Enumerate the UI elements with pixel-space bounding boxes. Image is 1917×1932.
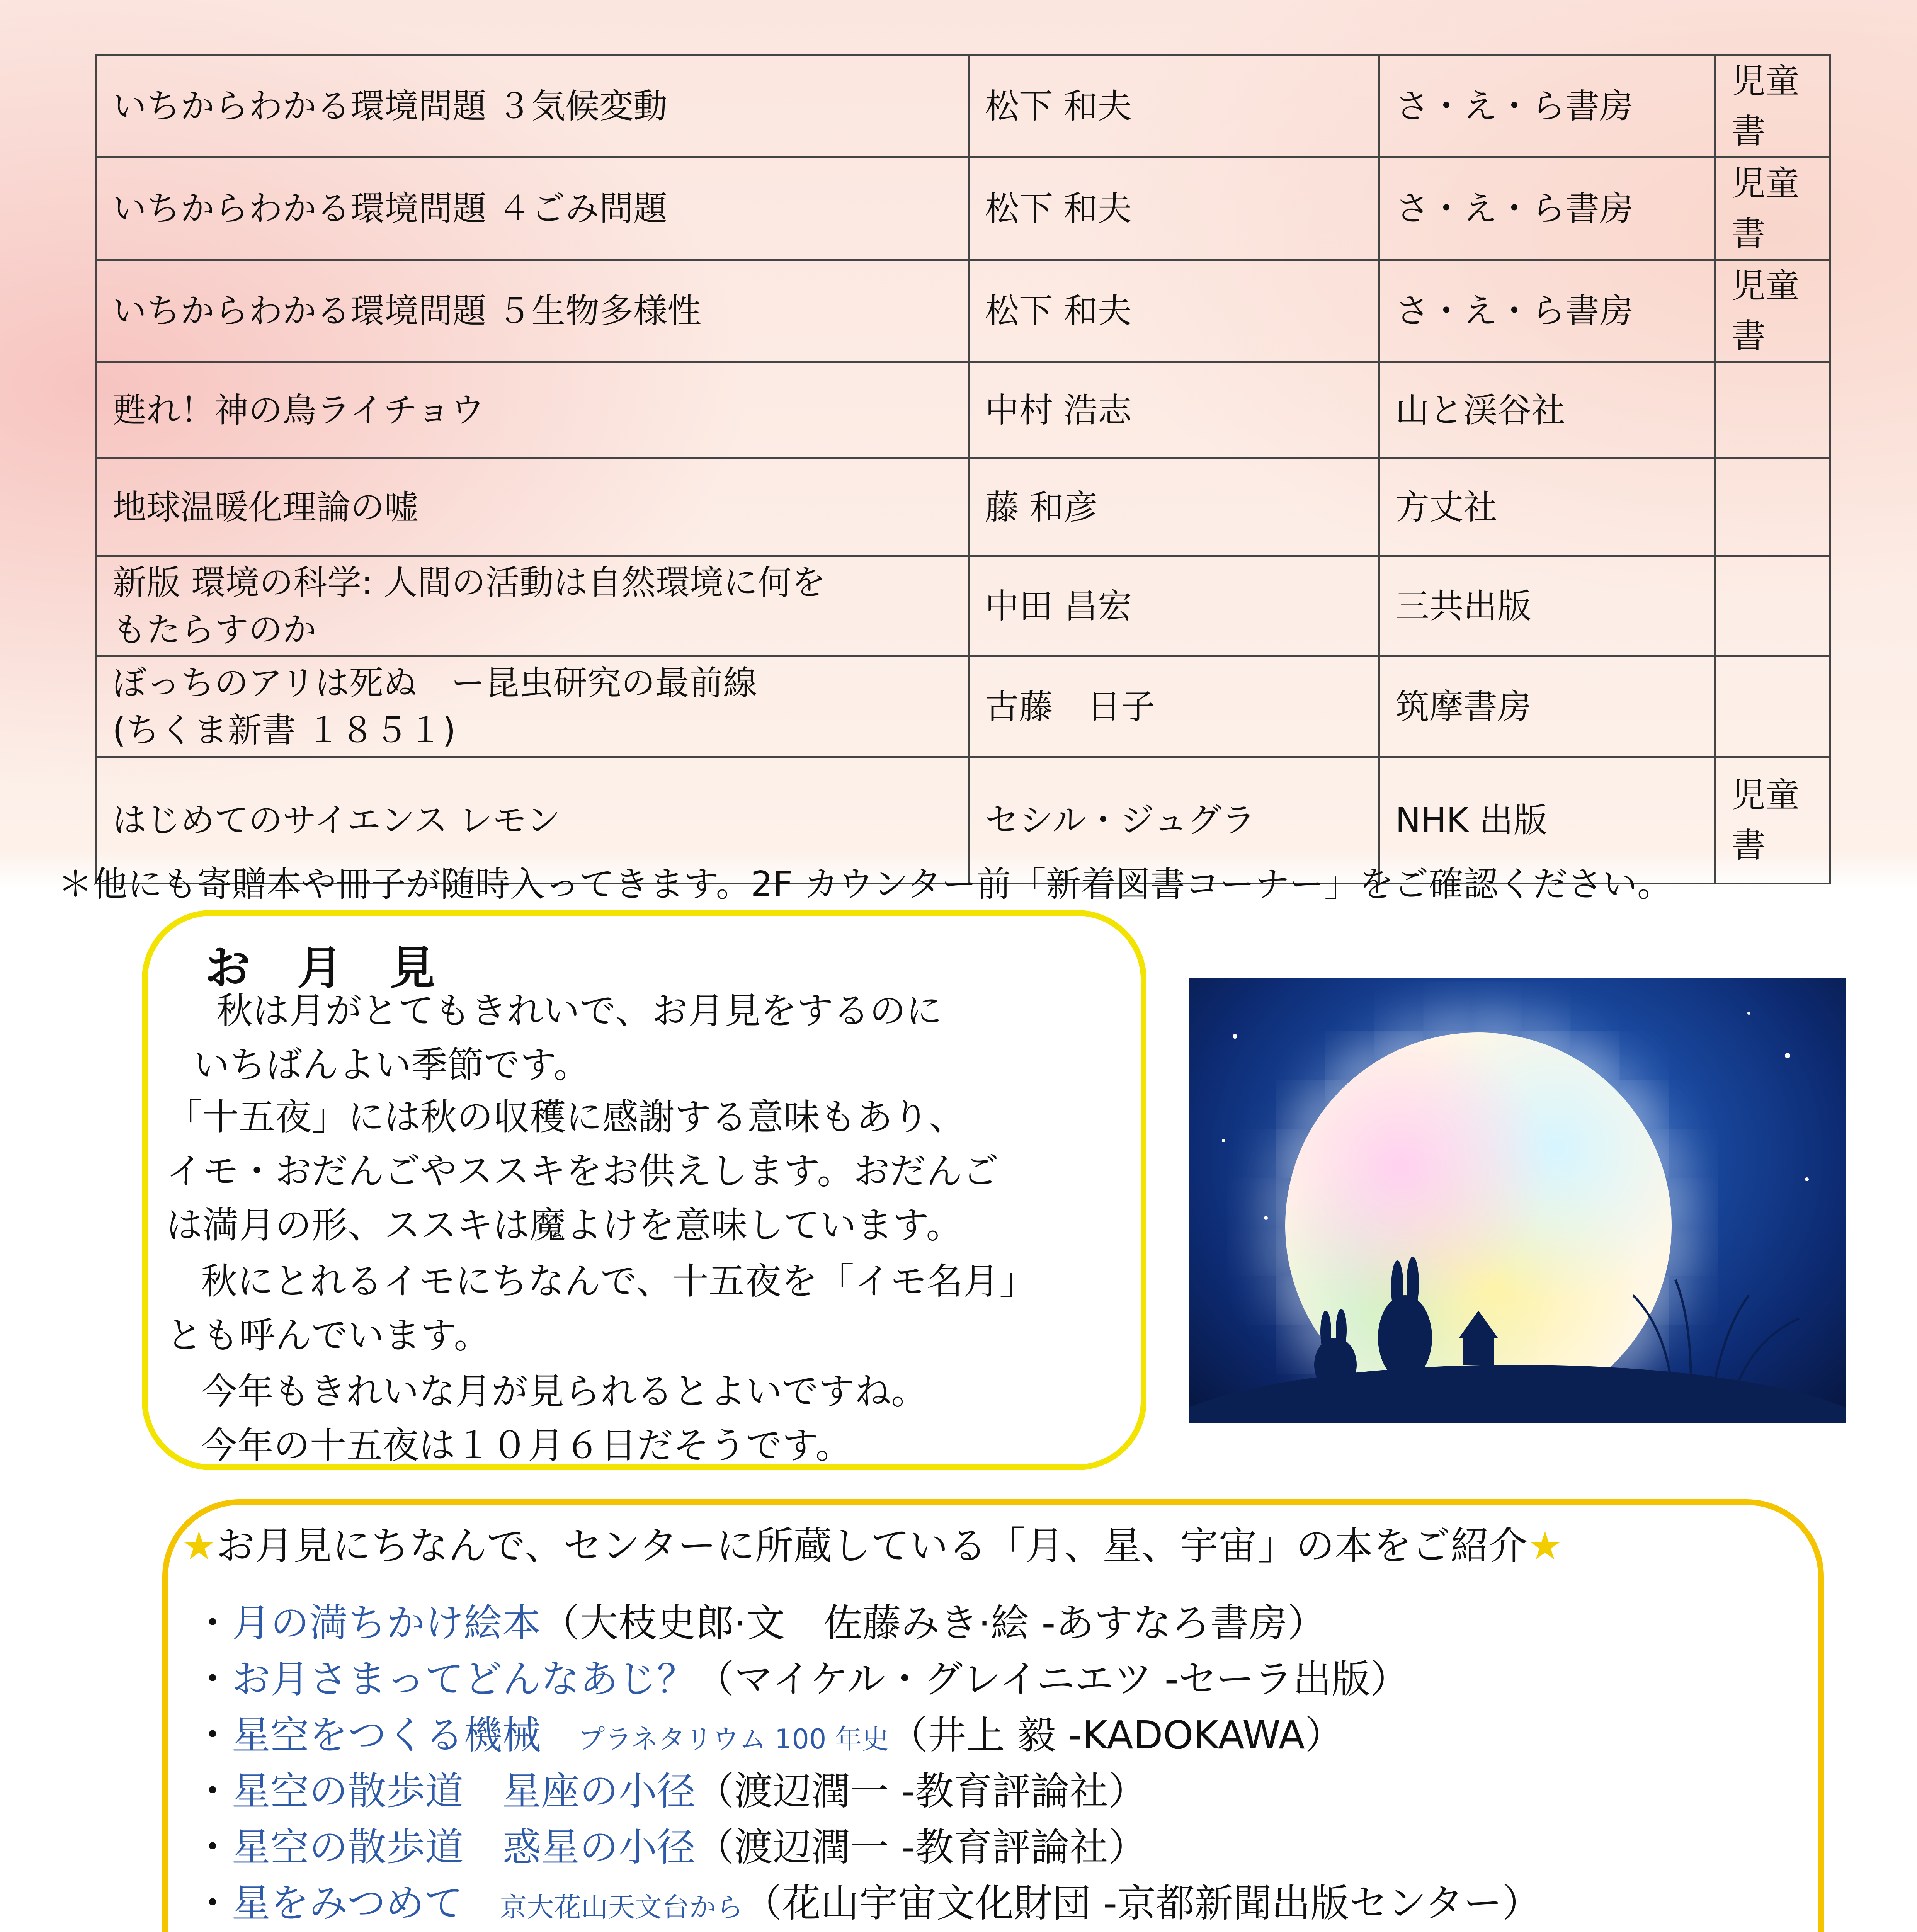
book-author: 中田 昌宏	[969, 556, 1379, 656]
book-title-line: (ちくま新書 １８５１)	[112, 710, 456, 750]
table-row	[96, 158, 1830, 260]
book-title: 星空の散歩道 星座の小径	[232, 1769, 696, 1814]
table-row	[96, 362, 1830, 458]
book-publisher: 三共出版	[1379, 556, 1715, 656]
book-credits: （渡辺潤一 -教育評論社）	[696, 1825, 1147, 1870]
bullet: ・	[193, 1825, 232, 1870]
book-category	[1715, 656, 1830, 757]
book-title: 星空の散歩道 惑星の小径	[232, 1825, 696, 1870]
book-publisher: 筑摩書房	[1379, 656, 1715, 757]
book-category	[1715, 458, 1830, 556]
book-category: 児童書	[1715, 757, 1830, 884]
book-credits: （渡辺潤一 -教育評論社）	[696, 1769, 1147, 1814]
tsukimi-text-line: は満月の形、ススキは魔よけを意味しています。	[166, 1204, 963, 1247]
book-title-line: 新版 環境の科学: 人間の活動は自然環境に何を	[112, 563, 826, 602]
book-subtitle: 京大花山天文台から	[500, 1891, 743, 1923]
tsukimi-title: お 月 見	[205, 941, 451, 995]
book-subtitle: プラネタリウム 100 年史	[578, 1723, 889, 1755]
book-credits: （花山宇宙文化財団 -京都新聞出版センター）	[743, 1881, 1541, 1926]
book-author: 松下 和夫	[969, 55, 1379, 158]
list-item	[193, 1760, 1147, 1816]
tsukimi-text-line: 今年の十五夜は１０月６日だそうです。	[201, 1425, 852, 1467]
full-moon-illustration	[1189, 978, 1846, 1423]
star-icon: ★	[1527, 1523, 1563, 1568]
list-item	[193, 1592, 1326, 1648]
book-publisher: 山と渓谷社	[1379, 362, 1715, 458]
tsukimi-text-line: とも呼んでいます。	[166, 1315, 490, 1357]
new-books-table	[95, 54, 1831, 884]
book-title	[96, 656, 969, 757]
book-author: 中村 浩志	[969, 362, 1379, 458]
list-item	[193, 1928, 1374, 1932]
book-category	[1715, 556, 1830, 656]
book-author: 古藤 日子	[969, 656, 1379, 757]
list-item	[193, 1816, 1147, 1872]
table-row	[96, 260, 1830, 362]
book-category: 児童書	[1715, 260, 1830, 362]
book-credits: （大枝史郎·文 佐藤みき·絵 -あすなろ書房）	[541, 1600, 1326, 1646]
book-credits: （井上 毅 -KADOKAWA）	[889, 1713, 1344, 1758]
book-publisher: NHK 出版	[1379, 757, 1715, 884]
silhouette-icon	[1189, 978, 1846, 1423]
featured-books-heading	[182, 1515, 1562, 1570]
book-title	[96, 556, 969, 656]
new-books-note: ＊他にも寄贈本や冊子が随時入ってきます。2F カウンター前「新着図書コーナー」をご確認ください。	[58, 864, 1672, 905]
table-row	[96, 458, 1830, 556]
book-publisher: 方丈社	[1379, 458, 1715, 556]
book-category: 児童書	[1715, 55, 1830, 158]
book-title: はじめてのサイエンス レモン	[96, 757, 969, 884]
book-title: 星をみつめて	[232, 1881, 463, 1926]
book-author: 松下 和夫	[969, 158, 1379, 260]
star-icon: ★	[182, 1523, 216, 1568]
tsukimi-text-line: イモ・おだんごやススキをお供えします。おだんご	[166, 1150, 999, 1192]
book-title: 地球温暖化理論の嘘	[96, 458, 969, 556]
book-author: セシル・ジュグラ	[969, 757, 1379, 884]
book-title-line: もたらすのか	[112, 610, 317, 650]
list-item	[193, 1648, 1409, 1704]
bullet: ・	[193, 1881, 232, 1926]
tsukimi-text-line: 今年もきれいな月が見られるとよいですね。	[201, 1371, 928, 1413]
list-item	[193, 1872, 1541, 1928]
tsukimi-text-line: 「十五夜」には秋の収穫に感謝する意味もあり、	[166, 1096, 966, 1138]
book-title: 星空をつくる機械	[232, 1713, 541, 1758]
book-title-line: ぼっちのアリは死ぬ ー昆虫研究の最前線	[112, 663, 757, 703]
book-author: 藤 和彦	[969, 458, 1379, 556]
book-title: 甦れ！神の鳥ライチョウ	[96, 362, 969, 458]
book-category	[1715, 362, 1830, 458]
book-publisher: さ・え・ら書房	[1379, 55, 1715, 158]
book-title: お月さまってどんなあじ？	[232, 1656, 696, 1702]
book-credits: （マイケル・グレイニエツ -セーラ出版）	[696, 1656, 1409, 1702]
table-row	[96, 556, 1830, 656]
book-category: 児童書	[1715, 158, 1830, 260]
book-title: 月の満ちかけ絵本	[232, 1600, 541, 1646]
table-row	[96, 55, 1830, 158]
table-row	[96, 656, 1830, 757]
bullet: ・	[193, 1656, 232, 1702]
bullet: ・	[193, 1600, 232, 1646]
bullet: ・	[193, 1713, 232, 1758]
book-publisher: さ・え・ら書房	[1379, 260, 1715, 362]
book-title: いちからわかる環境問題 ３気候変動	[96, 55, 969, 158]
book-author: 松下 和夫	[969, 260, 1379, 362]
book-title: いちからわかる環境問題 ５生物多様性	[96, 260, 969, 362]
bullet: ・	[193, 1769, 232, 1814]
tsukimi-text-line: いちばんよい季節です。	[193, 1044, 590, 1086]
book-publisher: さ・え・ら書房	[1379, 158, 1715, 260]
featured-heading-text: お月見にちなんで、センターに所蔵している「月、星、宇宙」の本をご紹介	[216, 1523, 1528, 1568]
tsukimi-text-line: 秋にとれるイモにちなんで、十五夜を「イモ名月」	[201, 1260, 1036, 1303]
tsukimi-text-line: 秋は月がとてもきれいで、お月見をするのに	[216, 990, 942, 1032]
book-title: いちからわかる環境問題 ４ごみ問題	[96, 158, 969, 260]
list-item	[193, 1704, 1344, 1760]
